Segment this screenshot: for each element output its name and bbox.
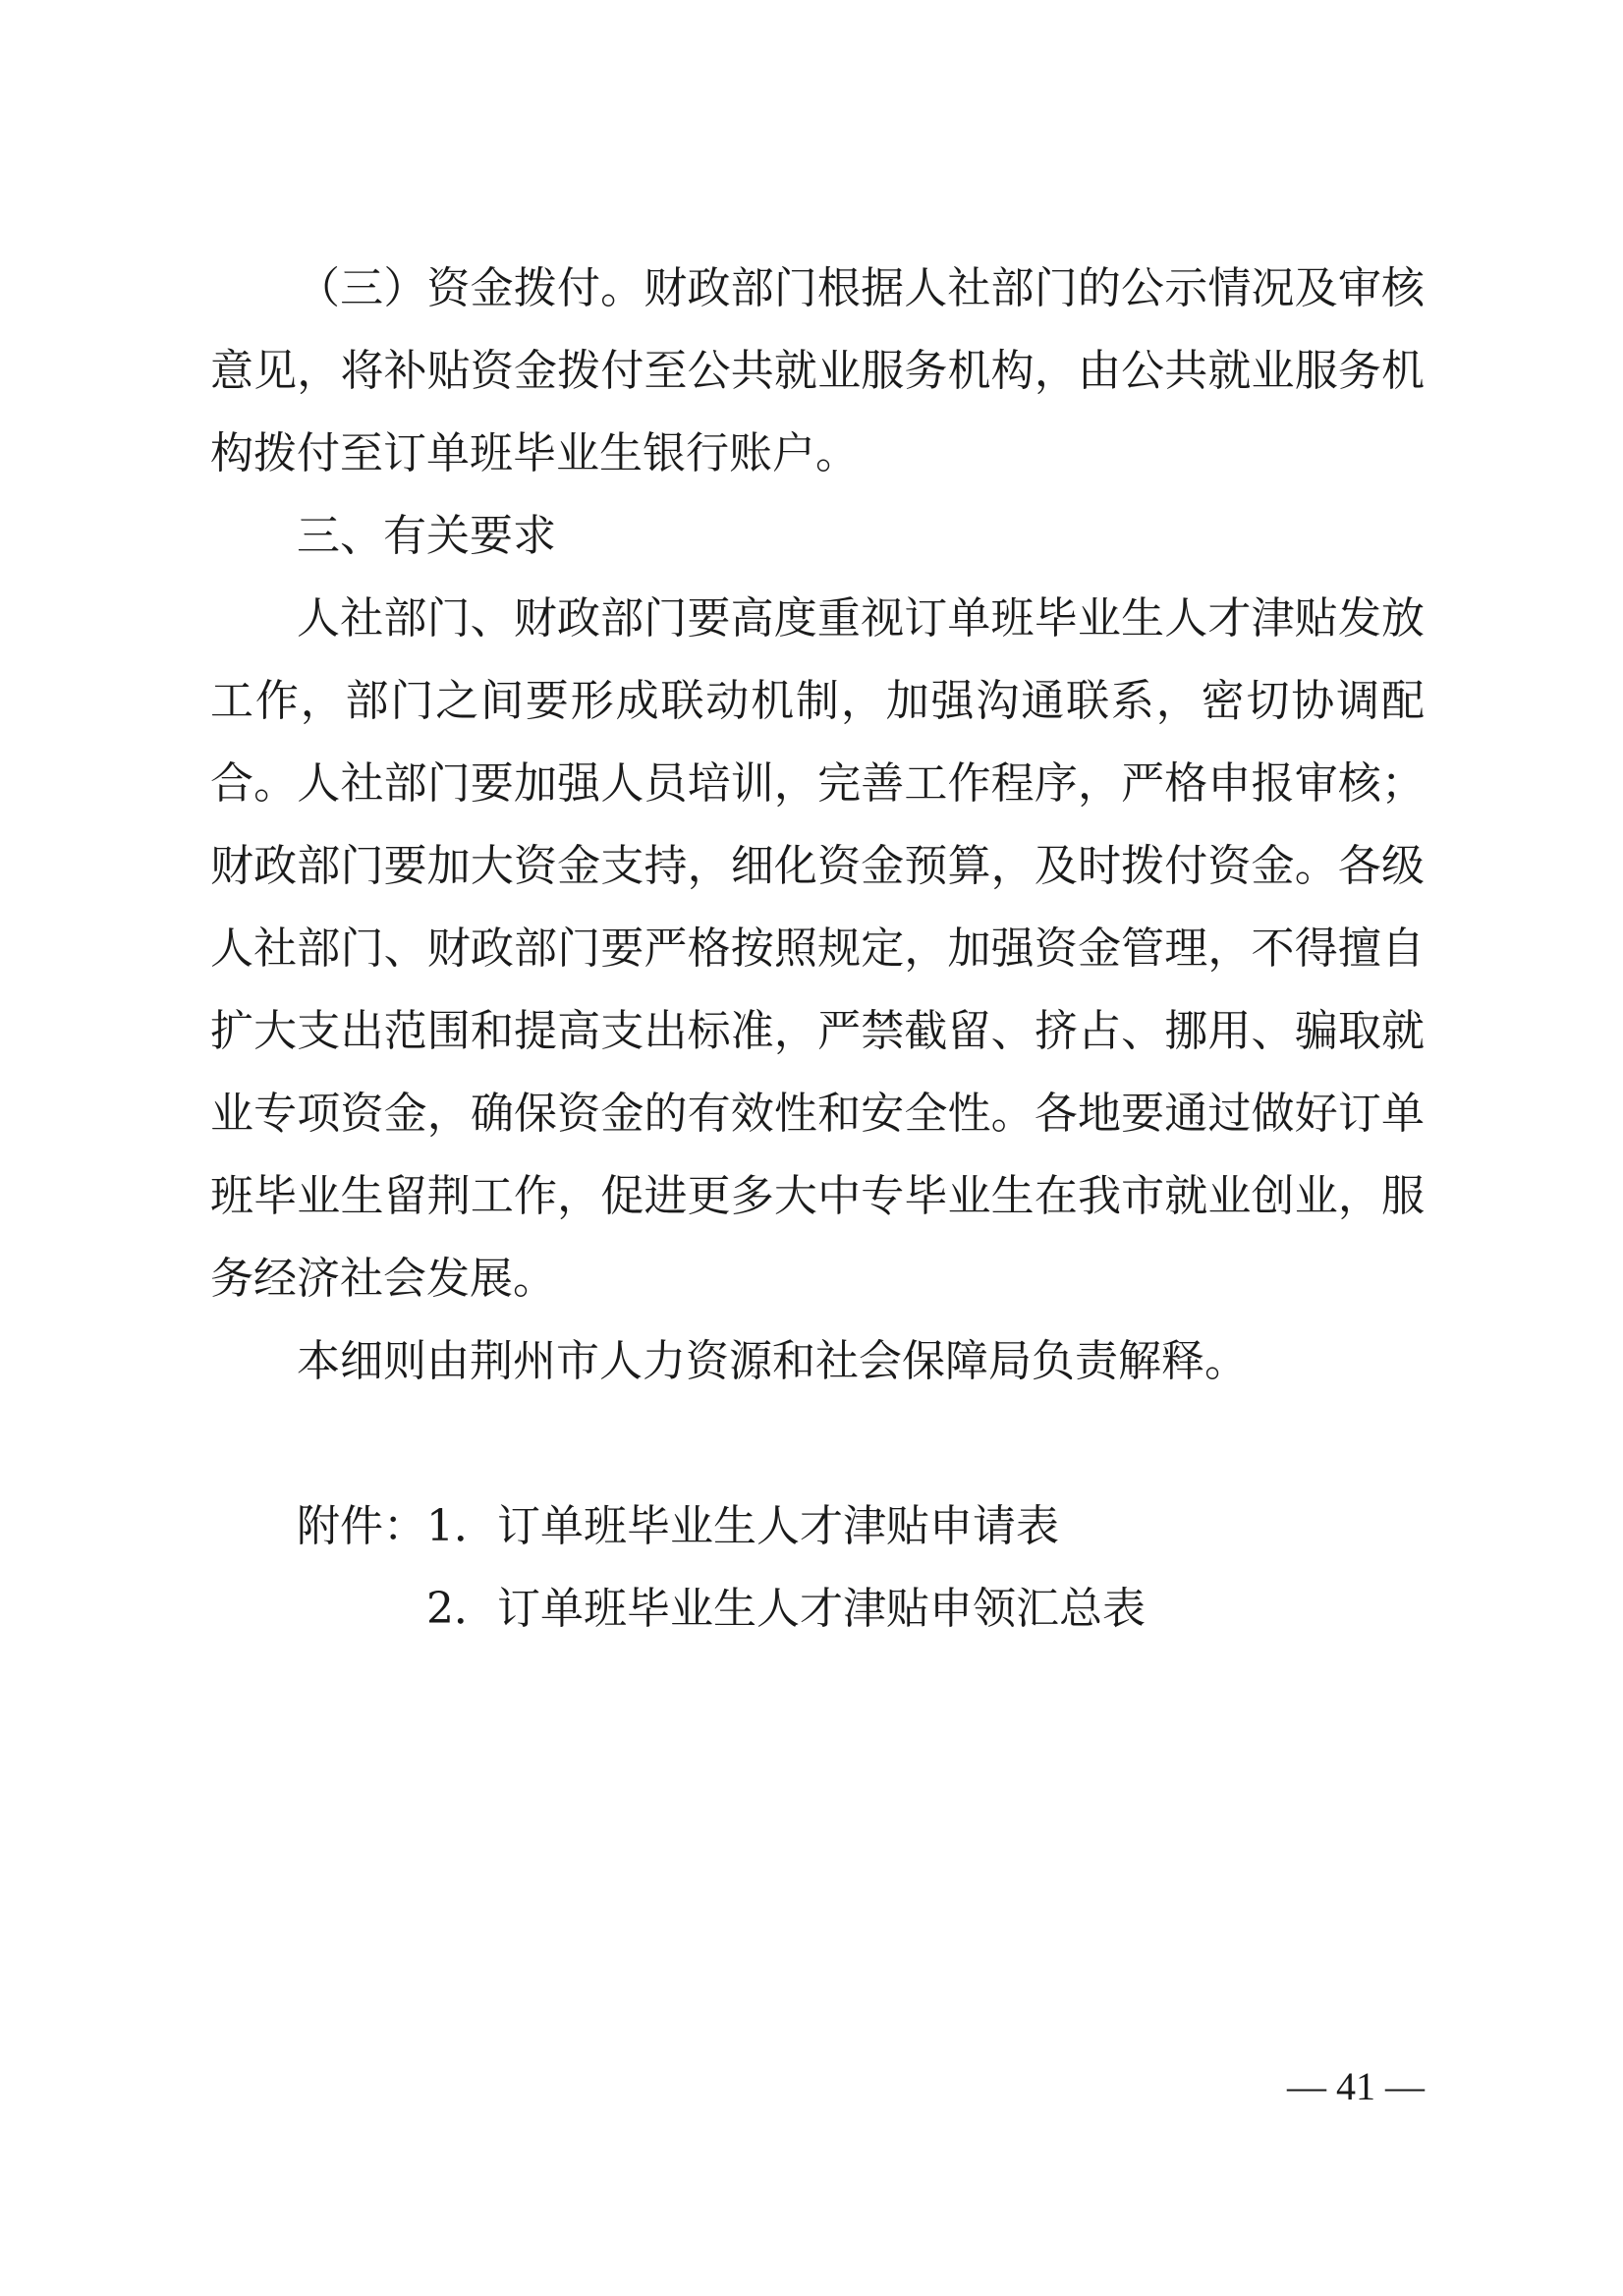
paragraph-text: 财政部门根据人社部门的公示情况及审核意见，将补贴资金拨付至公共就业服务机构，由公共就业服务机构拨付至订单班毕业生银行账户。: [210, 263, 1425, 478]
section-heading: 三、有关要求: [297, 511, 556, 561]
subsection-heading: （三）资金拨付。: [297, 263, 644, 313]
attachment-label: 附件：: [297, 1501, 426, 1551]
attachment-item: 2．订单班毕业生人才津贴申领汇总表: [426, 1584, 1146, 1634]
blank-line: [210, 1403, 1425, 1485]
paragraph-fund-disbursement: [210, 248, 1425, 495]
paragraph-interpretation: 本细则由荆州市人力资源和社会保障局负责解释。: [297, 1336, 1248, 1386]
attachment-row-1: [210, 1485, 1425, 1568]
attachment-row-2: [210, 1568, 1425, 1651]
attachment-item: 1．订单班毕业生人才津贴申请表: [426, 1501, 1059, 1551]
paragraph-requirements: 人社部门、财政部门要高度重视订单班毕业生人才津贴发放工作，部门之间要形成联动机制，加强沟通联系，密切协调配合。人社部门要加强人员培训，完善工作程序，严格申报审核；财政部门要加大资金支持，细化资金预算，及时拨付资金。各级人社部门、财政部门要严格按照规定，加强资金管理，不得擅自扩大支出范围和提高支出标准，严禁截留、挤占、挪用、骗取就业专项资金，确保资金的有效性和安全性。各地要通过做好订单班毕业生留荆工作，促进更多大中专毕业生在我市就业创业，服务经济社会发展。: [210, 593, 1425, 1304]
body-text: [210, 248, 1425, 1651]
page-number: — 41 —: [1287, 2064, 1425, 2108]
